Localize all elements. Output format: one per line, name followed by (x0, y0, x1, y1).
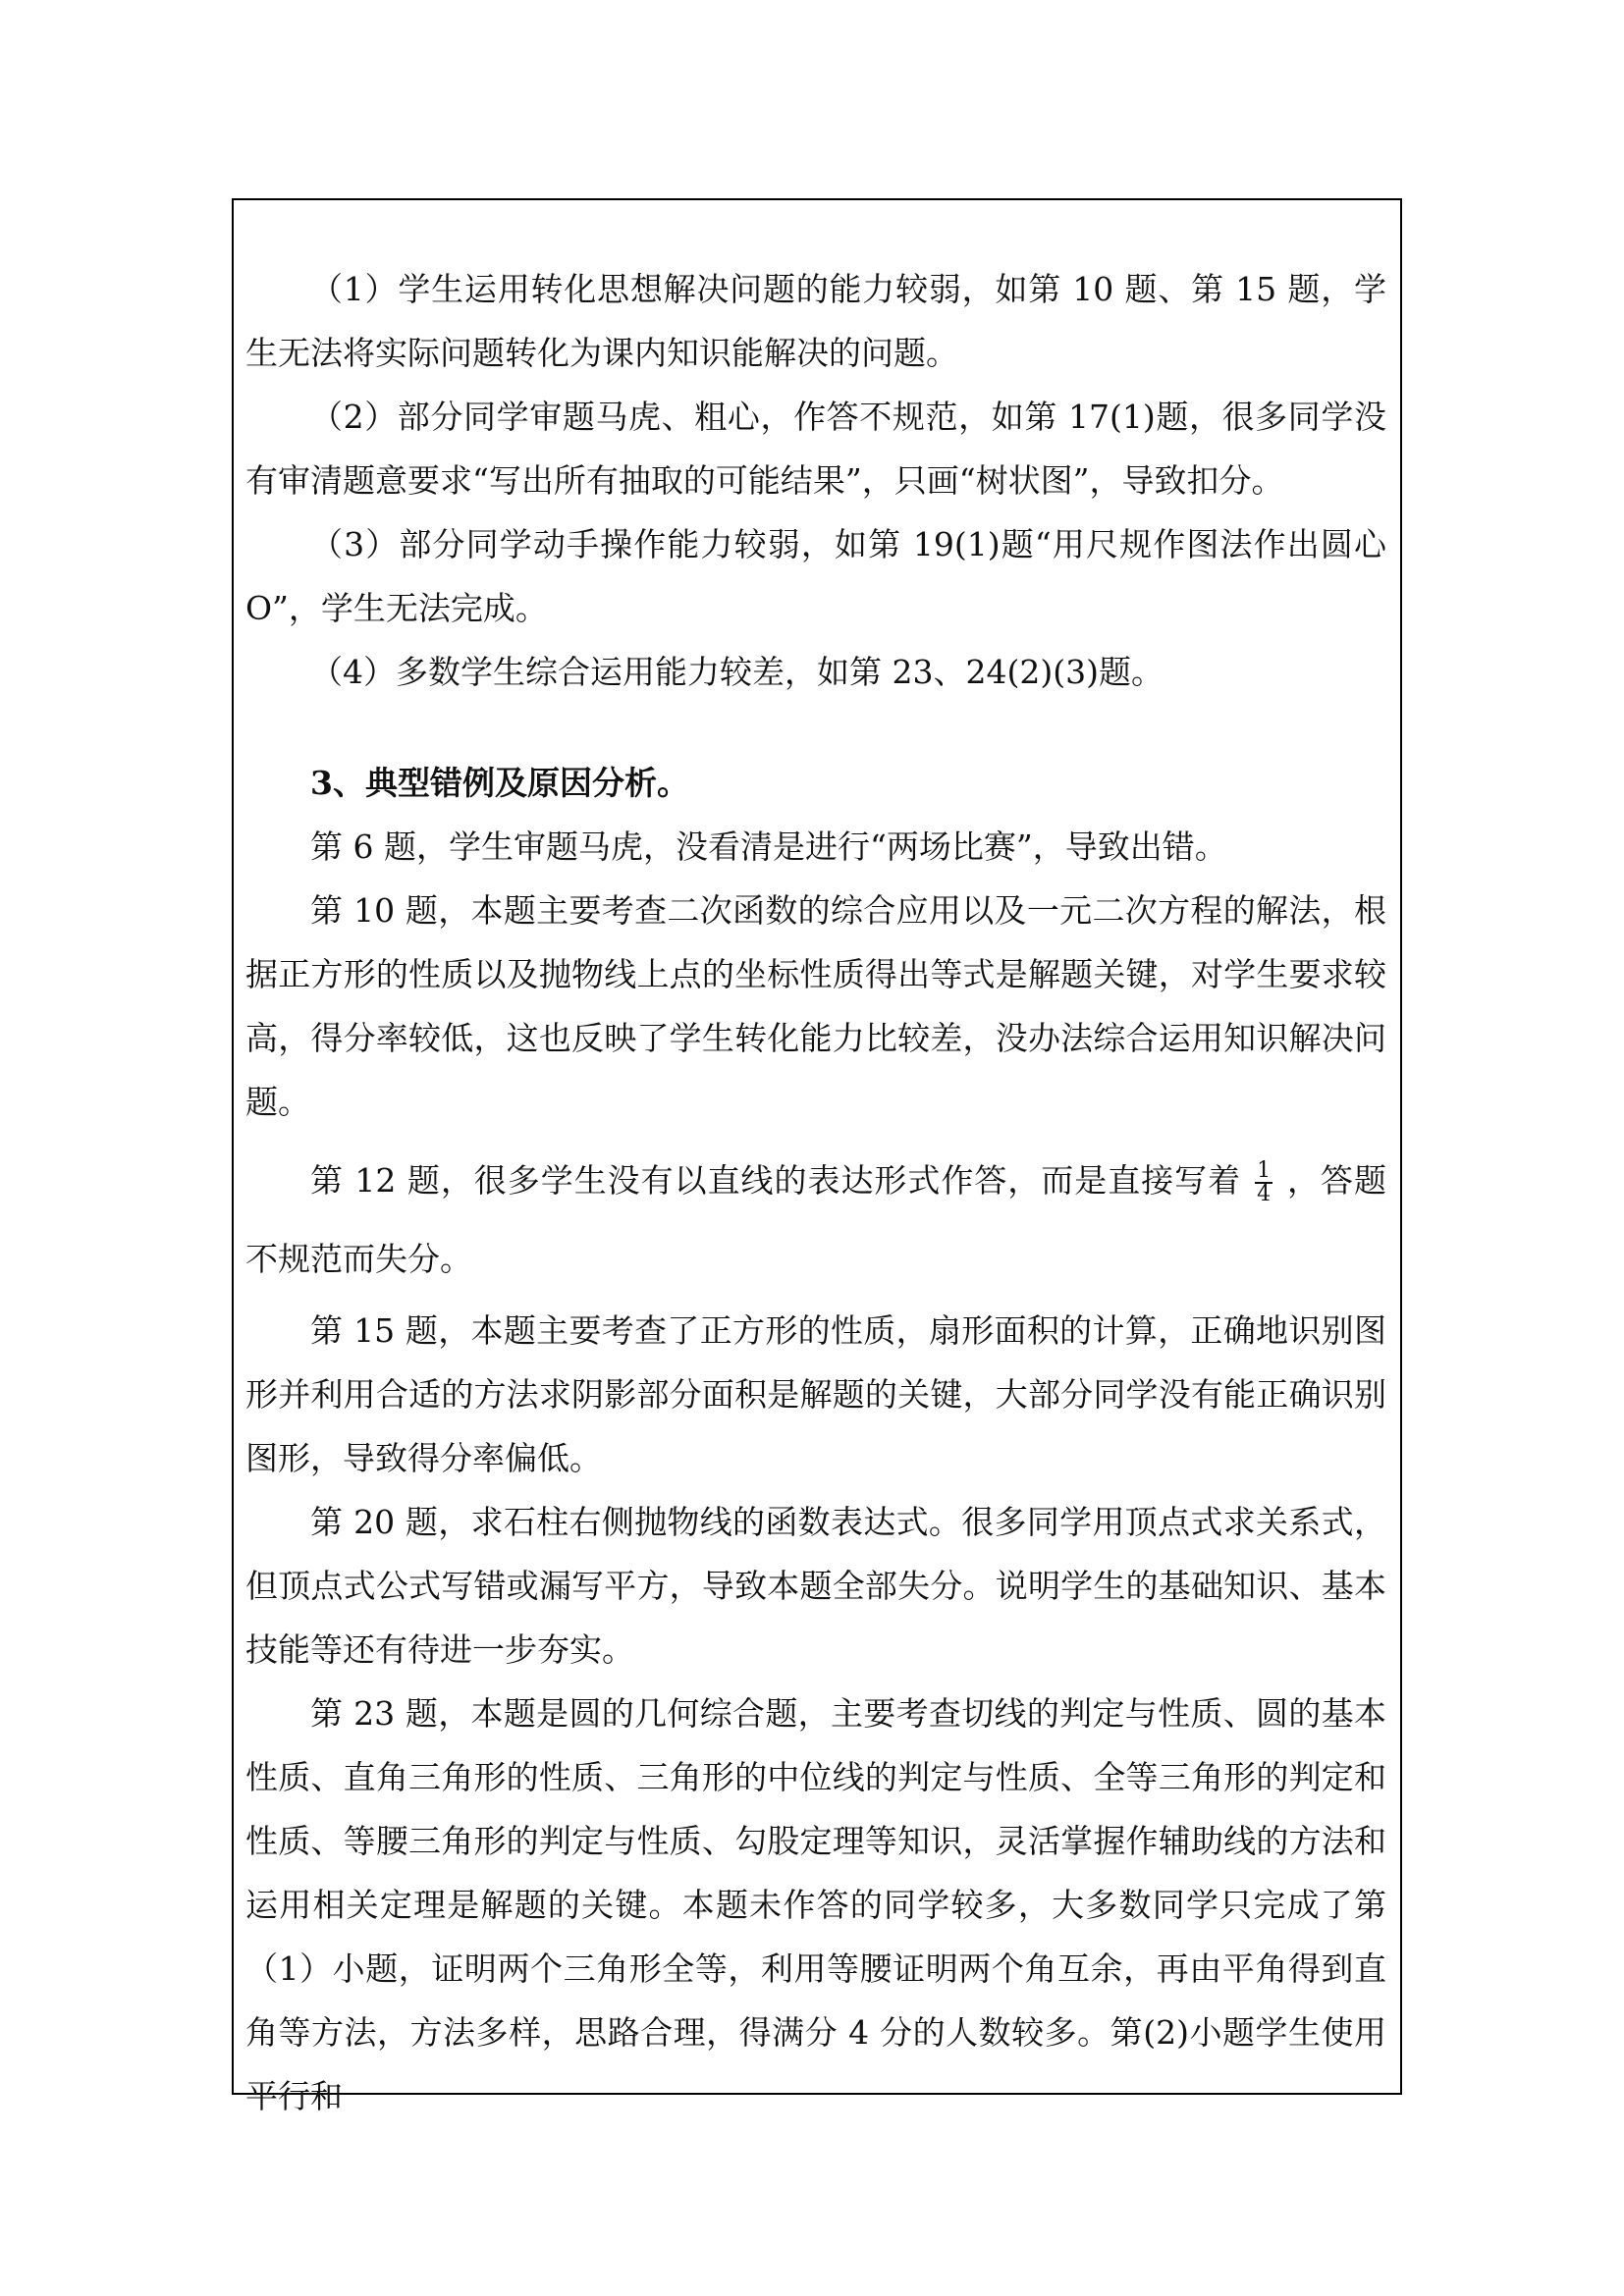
analysis-q23: 第 23 题，本题是圆的几何综合题，主要考查切线的判定与性质、圆的基本性质、直角三角形的性质、三角形的中位线的判定与性质、全等三角形的判定和性质、等腰三角形的判定与性质、勾股定理等知识，灵活掌握作辅助线的方法和运用相关定理是解题的关键。本题未作答的同学较多，大多数同学只完成了第（1）小题，证明两个三角形全等，利用等腰证明两个角互余，再由平角得到直角等方法，方法多样，思路合理，得满分 4 分的人数较多。第(2)小题学生使用平行和 (245, 1694, 1386, 2115)
fraction-denominator: 4 (1257, 1182, 1272, 1206)
analysis-q15: 第 15 题，本题主要考查了正方形的性质，扇形面积的计算，正确地识别图形并利用合适的方法求阴影部分面积是解题的关键，大部分同学没有能正确识别图形，导致得分率偏低。 (245, 1311, 1386, 1477)
fraction-one-quarter (1255, 1160, 1272, 1205)
analysis-q6: 第 6 题，学生审题马虎，没看清是进行“两场比赛”，导致出错。 (310, 828, 1227, 866)
analysis-q12 (245, 1142, 1386, 1299)
issue-item-3: （3）部分同学动手操作能力较弱，如第 19(1)题“用尺规作图法作出圆心 O”，学生无法完成。 (245, 525, 1386, 627)
analysis-q12-text-before: 第 12 题，很多学生没有以直线的表达形式作答，而是直接写着 (310, 1161, 1242, 1200)
issue-item-1: （1）学生运用转化思想解决问题的能力较弱，如第 10 题、第 15 题，学生无法将实际问题转化为课内知识能解决的问题。 (245, 270, 1386, 372)
analysis-q12-text-after: ，答题不规范而失分。 (245, 1161, 1386, 1278)
section-heading: 3、典型错例及原因分析。 (310, 764, 689, 802)
fraction-numerator: 1 (1257, 1158, 1272, 1183)
issue-item-4: （4）多数学生综合运用能力较差，如第 23、24(2)(3)题。 (310, 653, 1164, 691)
issue-item-2: （2）部分同学审题马虎、粗心，作答不规范，如第 17(1)题，很多同学没有审清题意要求“写出所有抽取的可能结果”，只画“树状图”，导致扣分。 (245, 398, 1386, 500)
analysis-q10: 第 10 题，本题主要考查二次函数的综合应用以及一元二次方程的解法，根据正方形的性质以及抛物线上点的坐标性质得出等式是解题关键，对学生要求较高，得分率较低，这也反映了学生转化能力比较差，没办法综合运用知识解决问题。 (245, 891, 1386, 1121)
document-body (245, 257, 1386, 2128)
analysis-q20: 第 20 题，求石柱右侧抛物线的函数表达式。很多同学用顶点式求关系式，但顶点式公式写错或漏写平方，导致本题全部失分。说明学生的基础知识、基本技能等还有待进一步夯实。 (245, 1503, 1386, 1669)
